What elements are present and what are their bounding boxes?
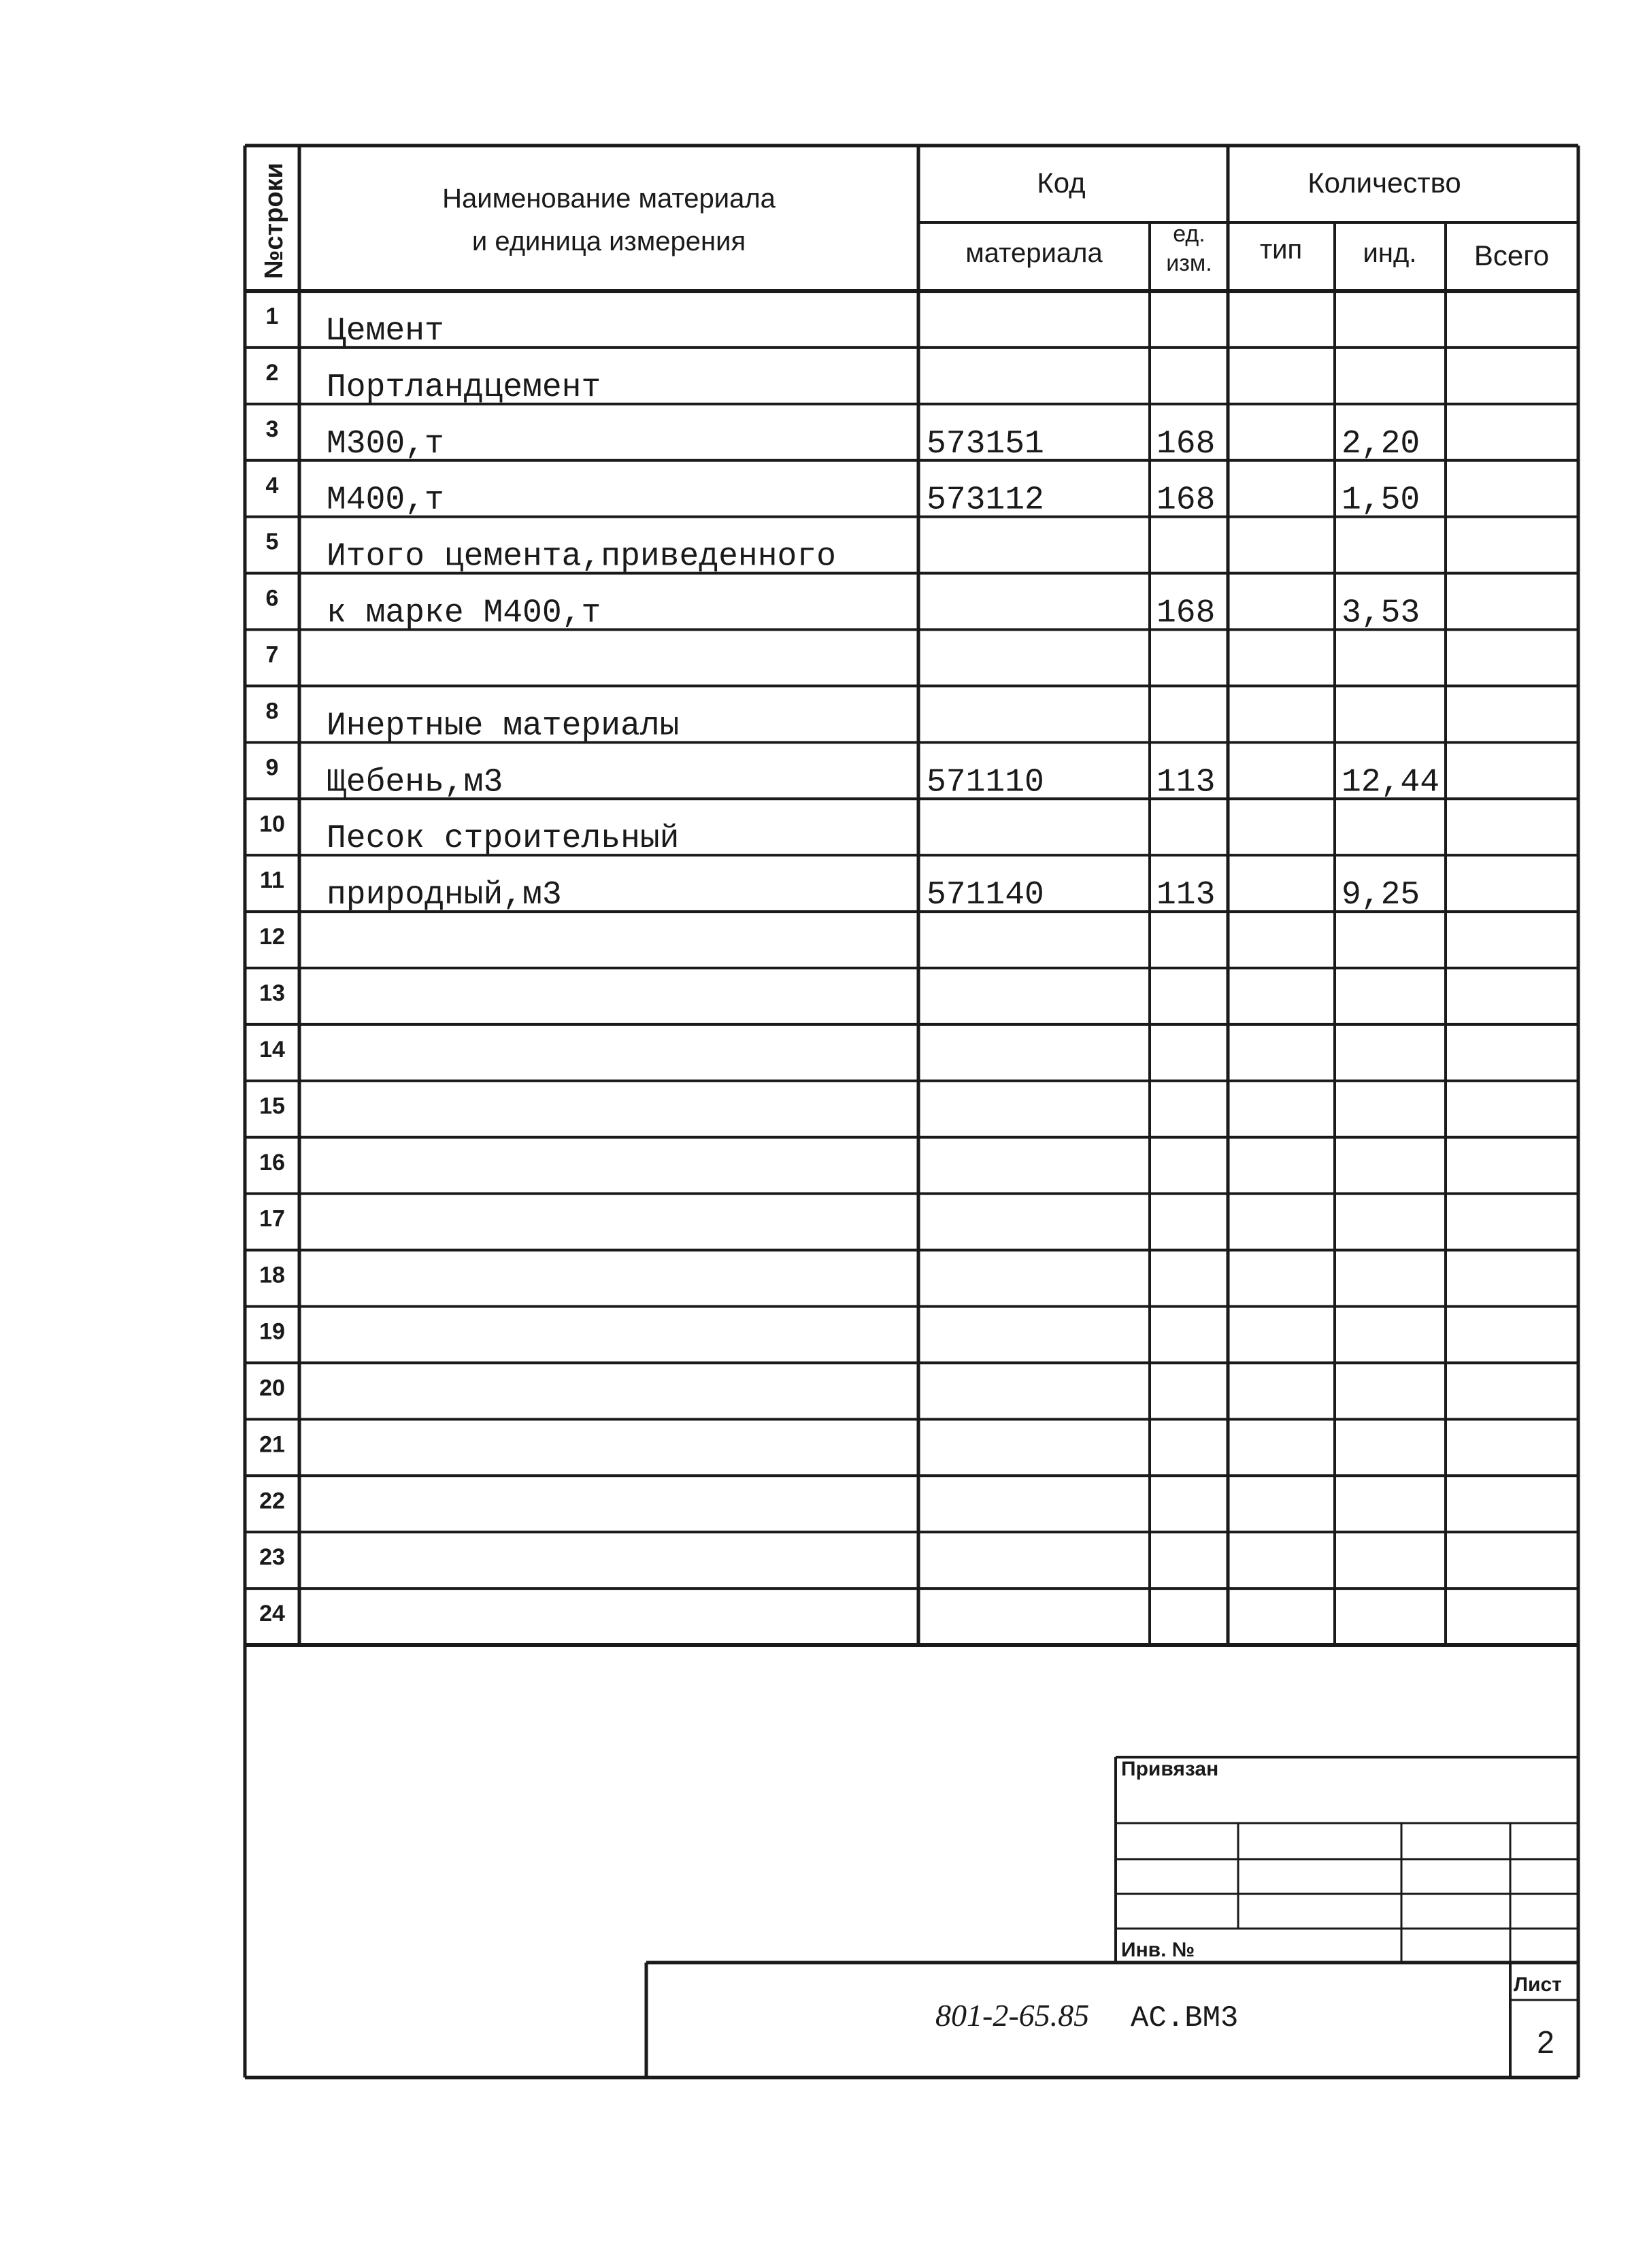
row-number: 7 — [265, 641, 279, 668]
cell-material-name: Песок строительный — [327, 820, 680, 858]
row-number: 8 — [265, 698, 279, 724]
title-block — [646, 1757, 1578, 2078]
header-ind: инд. — [1363, 238, 1417, 268]
table-row — [259, 1150, 285, 1175]
table-row — [260, 867, 1420, 914]
cell-material-name: Щебень,м3 — [327, 764, 503, 801]
cell-material-code: 571110 — [927, 764, 1044, 801]
document-code: 801-2-65.85 — [935, 1998, 1090, 2033]
row-number: 14 — [259, 1036, 285, 1063]
table-row — [259, 980, 285, 1006]
row-number: 9 — [265, 754, 279, 781]
header-type: тип — [1259, 235, 1303, 265]
inventory-number-label: Инв. № — [1121, 1939, 1195, 1961]
row-number: 20 — [259, 1375, 285, 1401]
linked-label: Привязан — [1121, 1758, 1219, 1780]
table-row — [266, 642, 279, 668]
table-row — [266, 473, 1420, 519]
table-row — [266, 303, 444, 350]
row-number: 21 — [259, 1431, 285, 1458]
table-row — [259, 1093, 285, 1119]
table-row — [259, 811, 679, 857]
header-unit-line1: ед. — [1173, 221, 1205, 247]
sheet-label: Лист — [1514, 1973, 1562, 1996]
row-number: 13 — [259, 980, 285, 1006]
table-row — [259, 924, 285, 950]
header-total: Всего — [1473, 239, 1550, 271]
table-row — [266, 586, 1420, 632]
table-row — [259, 1206, 285, 1232]
header-unit-line2: изм. — [1166, 250, 1212, 276]
row-number: 11 — [260, 867, 284, 894]
row-number: 17 — [259, 1205, 285, 1232]
row-number: 2 — [265, 359, 279, 386]
cell-unit-code: 113 — [1156, 764, 1216, 801]
row-number: 19 — [259, 1318, 285, 1345]
table-row — [259, 1375, 285, 1401]
table-row — [266, 416, 1420, 463]
table-rows — [259, 303, 1439, 1627]
cell-unit-code: 113 — [1156, 877, 1216, 914]
cell-material-name: М400,т — [327, 482, 444, 519]
cell-material-name: Инертные материалы — [327, 707, 680, 745]
header-name-line1: Наименование материала — [442, 184, 776, 214]
row-number: 10 — [259, 811, 285, 837]
row-number: 22 — [259, 1488, 285, 1514]
table-row — [259, 1263, 285, 1288]
row-number: 23 — [259, 1544, 285, 1571]
cell-ind: 2,20 — [1342, 425, 1420, 463]
cell-ind: 3,53 — [1342, 595, 1420, 632]
cell-ind: 9,25 — [1342, 877, 1420, 914]
table-row — [266, 529, 836, 576]
row-number: 15 — [259, 1093, 285, 1119]
row-number: 4 — [265, 472, 279, 499]
cell-material-code: 573151 — [927, 425, 1044, 463]
cell-material-name: к марке М400,т — [327, 595, 601, 632]
sheet-number: 2 — [1537, 2024, 1554, 2060]
cell-ind: 12,44 — [1342, 764, 1440, 801]
cell-material-name: Итого цемента,приведенного — [327, 538, 836, 576]
row-number: 16 — [259, 1149, 285, 1175]
cell-material-name: природный,м3 — [327, 877, 562, 914]
cell-material-name: Портландцемент — [327, 369, 601, 406]
header-code: Код — [1037, 167, 1086, 199]
header-name-line2: и единица измерения — [471, 227, 746, 256]
header-row-number: №строки — [260, 163, 288, 279]
header-material: материала — [965, 238, 1103, 268]
cell-unit-code: 168 — [1156, 595, 1216, 632]
row-number: 1 — [265, 303, 279, 329]
table-row — [259, 1037, 285, 1063]
table-row — [259, 1319, 285, 1345]
table-row — [259, 1488, 285, 1514]
cell-material-code: 571140 — [927, 877, 1044, 914]
cell-unit-code: 168 — [1156, 482, 1216, 519]
row-number: 5 — [265, 529, 279, 555]
row-number: 6 — [265, 585, 279, 612]
row-number: 18 — [259, 1262, 285, 1288]
table-row — [266, 754, 1439, 801]
cell-material-name: М300,т — [327, 425, 444, 463]
table-row — [259, 1544, 285, 1570]
row-number: 3 — [265, 416, 279, 442]
cell-material-name: Цемент — [327, 312, 444, 350]
table-row — [259, 1431, 285, 1457]
header-quantity: Количество — [1308, 167, 1461, 199]
cell-ind: 1,50 — [1342, 482, 1420, 519]
table-row — [266, 360, 601, 406]
document-suffix: АС.ВМ3 — [1131, 2001, 1239, 2035]
table-row — [266, 698, 680, 744]
row-number: 24 — [259, 1601, 285, 1627]
row-number: 12 — [259, 924, 285, 950]
table-row — [259, 1601, 285, 1627]
cell-material-code: 573112 — [927, 482, 1044, 519]
cell-unit-code: 168 — [1156, 425, 1216, 463]
